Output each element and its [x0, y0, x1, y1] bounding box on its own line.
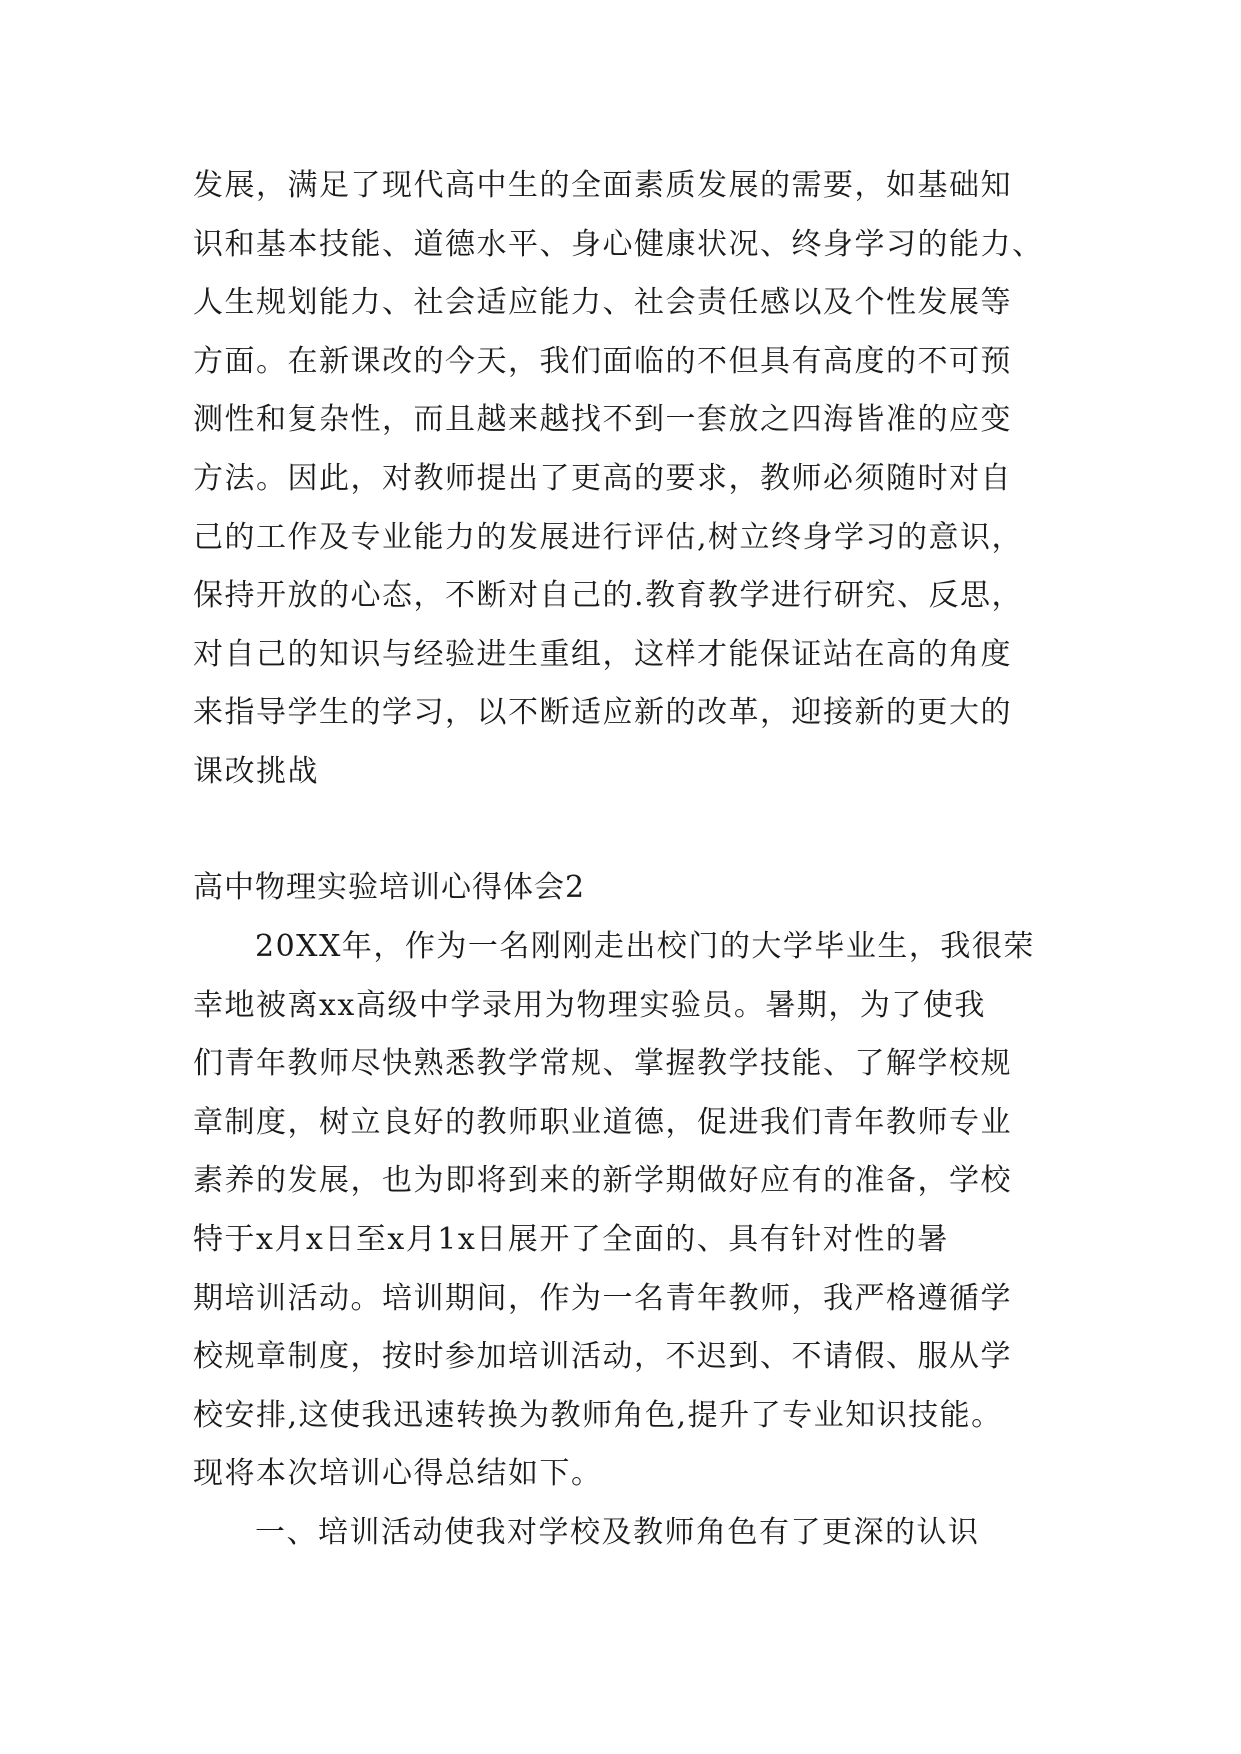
paragraph-line: 校规章制度，按时参加培训活动，不迟到、不请假、服从学 — [193, 1339, 1012, 1375]
paragraph-line: 们青年教师尽快熟悉教学常规、掌握教学技能、了解学校规 — [193, 1046, 1012, 1082]
paragraph-line: 课改挑战 — [193, 753, 319, 789]
paragraph-2 — [193, 918, 1073, 1563]
paragraph-line: 己的工作及专业能力的发展进行评估,树立终身学习的意识， — [193, 519, 1024, 555]
paragraph-line: 方法。因此，对教师提出了更高的要求，教师必须随时对自 — [193, 460, 1012, 496]
paragraph-line: 人生规划能力、社会适应能力、社会责任感以及个性发展等 — [193, 285, 1012, 321]
subsection-heading: 一、培训活动使我对学校及教师角色有了更深的认识 — [255, 1514, 980, 1550]
paragraph-line: 来指导学生的学习，以不断适应新的改革，迎接新的更大的 — [193, 695, 1012, 731]
paragraph-line: 素养的发展，也为即将到来的新学期做好应有的准备，学校 — [193, 1163, 1012, 1199]
paragraph-line: 幸地被离xx高级中学录用为物理实验员。暑期，为了使我 — [193, 987, 986, 1023]
paragraph-line: 方面。在新课改的今天，我们面临的不但具有高度的不可预 — [193, 343, 1012, 379]
paragraph-line: 期培训活动。培训期间，作为一名青年教师，我严格遵循学 — [193, 1280, 1012, 1316]
paragraph-line: 20XX年，作为一名刚刚走出校门的大学毕业生，我很荣 — [255, 929, 1035, 964]
paragraph-line: 校安排,这使我迅速转换为教师角色,提升了专业知识技能。 — [193, 1397, 1003, 1433]
paragraph-line: 现将本次培训心得总结如下。 — [193, 1456, 603, 1492]
paragraph-line: 保持开放的心态，不断对自己的.教育教学进行研究、反思， — [193, 578, 1024, 614]
paragraph-line: 对自己的知识与经验进生重组，这样才能保证站在高的角度 — [193, 636, 1012, 672]
section-heading: 高中物理实验培训心得体会2 — [193, 870, 586, 905]
paragraph-line: 识和基本技能、道德水平、身心健康状况、终身学习的能力、 — [193, 226, 1044, 262]
paragraph-line: 特于x月x日至x月1x日展开了全面的、具有针对性的暑 — [193, 1221, 949, 1257]
paragraph-1 — [193, 157, 1073, 802]
paragraph-line: 测性和复杂性，而且越来越找不到一套放之四海皆准的应变 — [193, 402, 1012, 438]
paragraph-line: 发展，满足了现代高中生的全面素质发展的需要，如基础知 — [193, 168, 1012, 203]
paragraph-line: 章制度，树立良好的教师职业道德，促进我们青年教师专业 — [193, 1104, 1012, 1140]
